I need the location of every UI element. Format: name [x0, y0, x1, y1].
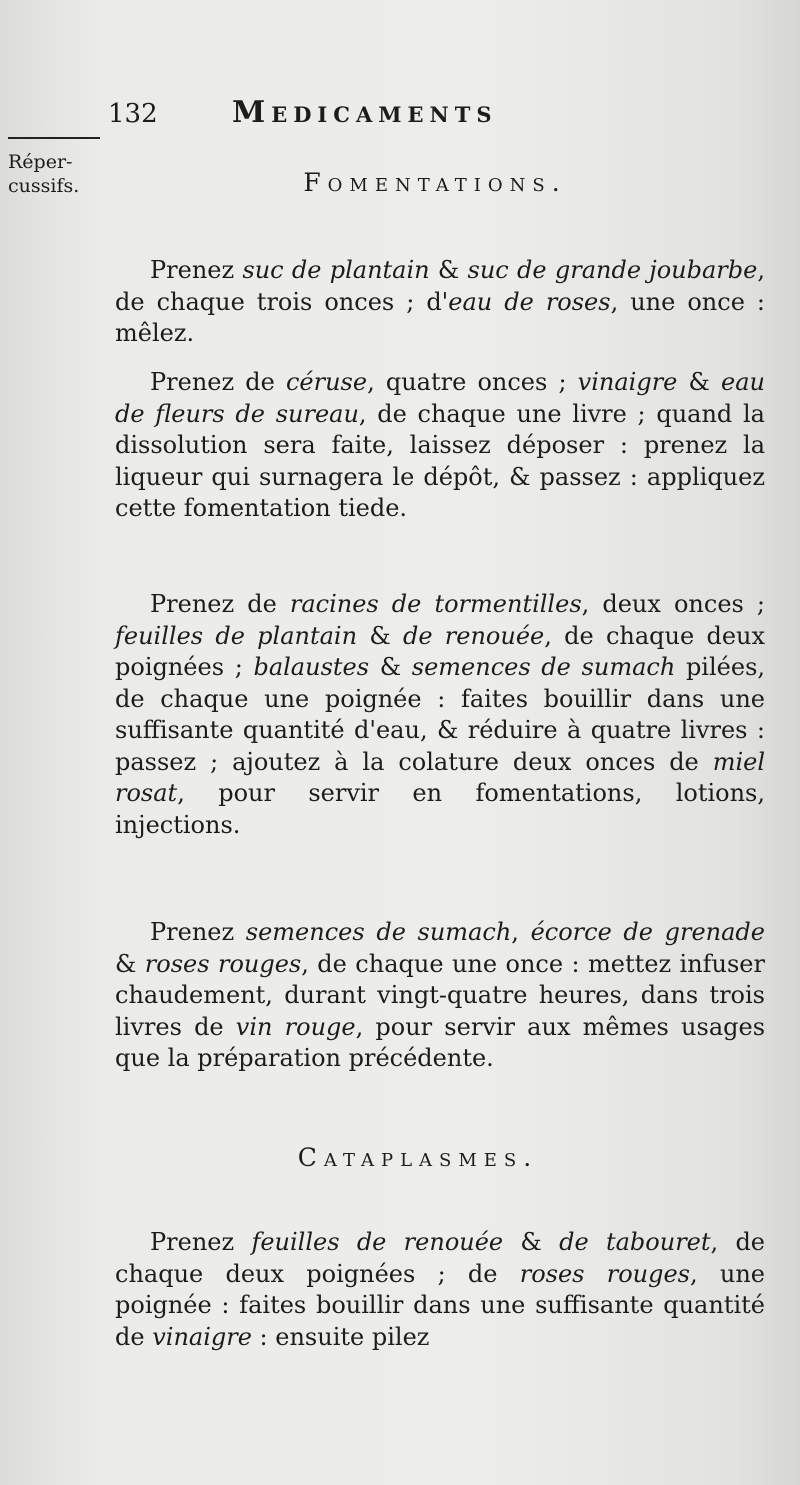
- section-title-cataplasmes: Cataplasmes.: [297, 1143, 539, 1172]
- text-run: &: [115, 949, 145, 978]
- text-run: &: [357, 621, 403, 650]
- text-run: , de chaque une livre ; quand la dissolution sera faite, laissez déposer : prenez la liqueur qui surnagera le dépôt, & passez : appliquez cette fomentation tiede.: [115, 399, 765, 522]
- section-title-fomentations: Fomentations.: [303, 168, 567, 197]
- margin-rule: [8, 137, 100, 139]
- page-header: [0, 95, 800, 135]
- italic-term: balaustes: [253, 653, 370, 681]
- text-run: &: [503, 1228, 560, 1256]
- italic-term: semences de sumach: [411, 653, 676, 681]
- text-run: , de chaque deux poignées ;: [115, 621, 766, 681]
- italic-term: suc de plantain: [242, 256, 430, 284]
- text-run: , de chaque trois onces ; d': [115, 256, 765, 316]
- text-run: &: [429, 256, 468, 284]
- italic-term: céruse: [285, 368, 368, 396]
- italic-term: écorce de grenade: [530, 918, 765, 946]
- italic-term: vin rouge: [235, 1012, 356, 1041]
- text-run: Prenez de: [150, 590, 290, 618]
- italic-term: de tabouret: [559, 1228, 711, 1256]
- italic-term: eau de roses: [448, 287, 611, 316]
- italic-term: racines de tormentilles: [289, 590, 582, 618]
- text-run: , pour servir en fomentations, lotions, injections.: [115, 779, 765, 839]
- text-run: , une poignée : faites bouillir dans une suffisante quantité de: [115, 1259, 766, 1351]
- italic-term: feuilles de plantain: [115, 621, 358, 650]
- paragraph: [115, 367, 765, 525]
- paragraph: [115, 255, 765, 350]
- text-run: , une once : mêlez.: [115, 287, 765, 347]
- text-run: Prenez: [150, 918, 246, 946]
- paragraph: [115, 1227, 765, 1353]
- italic-term: de renouée: [402, 621, 545, 650]
- text-run: ,: [511, 918, 531, 946]
- text-run: Prenez: [150, 256, 243, 284]
- margin-note: Réper- cussifs.: [8, 151, 80, 197]
- text-run: Prenez: [150, 1228, 252, 1256]
- italic-term: vinaigre: [577, 368, 678, 396]
- italic-term: semences de sumach: [245, 918, 512, 946]
- italic-term: suc de grande joubarbe: [467, 256, 758, 284]
- text-run: : ensuite pilez: [251, 1322, 430, 1351]
- text-run: , quatre onces ;: [367, 368, 578, 396]
- italic-term: eau de fleurs de sureau: [115, 368, 766, 428]
- text-run: , deux onces ;: [581, 590, 766, 618]
- running-head: Medicaments: [232, 95, 498, 130]
- paragraph: [115, 589, 765, 841]
- text-run: , de chaque deux poignées ; de: [115, 1228, 766, 1288]
- text-run: , de chaque une once : mettez infuser chaudement, durant vingt-quatre heures, dans trois livres de: [115, 949, 765, 1041]
- italic-term: roses rouges: [519, 1259, 691, 1288]
- paragraph: [115, 917, 765, 1075]
- text-run: , pour servir aux mêmes usages que la préparation précédente.: [115, 1012, 766, 1072]
- text-run: Prenez de: [150, 368, 286, 396]
- italic-term: roses rouges: [144, 949, 302, 978]
- page-number: 132: [108, 99, 158, 129]
- italic-term: miel rosat: [115, 747, 765, 807]
- italic-term: vinaigre: [152, 1322, 252, 1351]
- text-run: pilées, de chaque une poignée : faites bouillir dans une suffisante quantité d'eau, & réduire à quatre livres : passez ; ajoutez à la colature deux onces de: [115, 653, 766, 776]
- text-run: &: [369, 653, 412, 681]
- italic-term: feuilles de renouée: [251, 1228, 504, 1256]
- text-run: &: [677, 368, 722, 396]
